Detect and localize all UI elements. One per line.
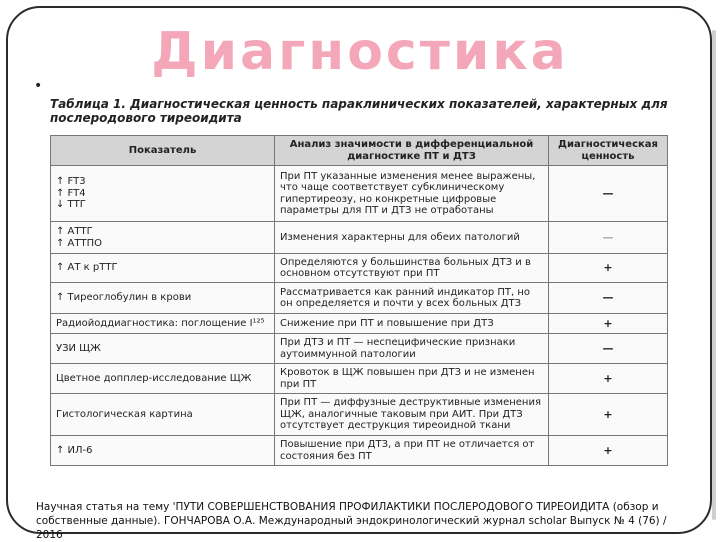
diagnostic-table: [50, 135, 668, 466]
row-value: +: [549, 436, 668, 466]
row-value: +: [549, 364, 668, 394]
table-row: [51, 436, 668, 466]
row-indicator: Цветное допплер-исследование ЩЖ: [51, 364, 275, 394]
row-indicator: [51, 166, 275, 222]
row-indicator: ↑ АТ к рТТГ: [51, 254, 275, 283]
row-analysis: Снижение при ПТ и повышение при ДТЗ: [275, 314, 549, 334]
row-analysis: Изменения характерны для обеих патологий: [275, 222, 549, 254]
row-value: —: [549, 166, 668, 222]
slide-shadow-edge: [712, 30, 716, 520]
table-row: [51, 254, 668, 283]
header-indicator: Показатель: [51, 136, 275, 166]
slide-title: Диагностика: [151, 22, 569, 82]
row-value: +: [549, 254, 668, 283]
table-row: [51, 394, 668, 436]
indicator-line: ↑ FT4: [56, 187, 86, 199]
bullet-point: •: [34, 78, 43, 94]
row-value: +: [549, 394, 668, 436]
table-row: [51, 334, 668, 364]
table-row: [51, 314, 668, 334]
row-indicator: Гистологическая картина: [51, 394, 275, 436]
row-value: +: [549, 314, 668, 334]
table-row: [51, 283, 668, 314]
source-citation: Научная статья на тему 'ПУТИ СОВЕРШЕНСТВОВАНИЯ ПРОФИЛАКТИКИ ПОСЛЕРОДОВОГО ТИРЕОИДИТА (обзор и собственные данные). ГОНЧАРОВА О.А. Международный эндокринологический журнал scholar Выпуск № 4 (76) / 2016: [36, 501, 667, 541]
table-row: [51, 364, 668, 394]
table-row: [51, 166, 668, 222]
row-analysis: Кровоток в ЩЖ повышен при ДТЗ и не изменен при ПТ: [275, 364, 549, 394]
row-analysis: Повышение при ДТЗ, а при ПТ не отличается от состояния без ПТ: [275, 436, 549, 466]
indicator-line: ↑ АТТПО: [56, 237, 103, 249]
table-caption: Таблица 1. Диагностическая ценность параклинических показателей, характерных для послеродового тиреоидита: [50, 97, 668, 125]
row-analysis: При ДТЗ и ПТ — неспецифические признаки аутоиммунной патологии: [275, 334, 549, 364]
row-indicator: ↑ ИЛ-6: [51, 436, 275, 466]
row-indicator: УЗИ ЩЖ: [51, 334, 275, 364]
row-value: —: [549, 222, 668, 254]
indicator-line: ↑ АТТГ: [56, 226, 93, 237]
row-analysis: При ПТ указанные изменения менее выражены, что чаще соответствует субклиническому гипертиреозу, но конкретные цифровые параметры для ПТ и ДТЗ не отработаны: [275, 166, 549, 222]
header-analysis: Анализ значимости в дифференциальной диагностике ПТ и ДТЗ: [275, 136, 549, 166]
row-indicator: [51, 222, 275, 254]
row-indicator: ↑ Тиреоглобулин в крови: [51, 283, 275, 314]
row-analysis: При ПТ — диффузные деструктивные изменения ЩЖ, аналогичные таковым при АИТ. При ДТЗ отсутствует деструкция тиреоидной ткани: [275, 394, 549, 436]
row-analysis: Рассматривается как ранний индикатор ПТ, но он определяется и почти у всех больных ДТЗ: [275, 283, 549, 314]
table-header-row: [51, 136, 668, 166]
table-row: [51, 222, 668, 254]
row-value: —: [549, 283, 668, 314]
header-value: Диагностическая ценность: [549, 136, 668, 166]
row-analysis: Определяются у большинства больных ДТЗ и в основном отсутствуют при ПТ: [275, 254, 549, 283]
row-indicator: Радиойоддиагностика: поглощение I¹²⁵: [51, 314, 275, 334]
indicator-line: ↑ FT3: [56, 176, 86, 188]
row-value: —: [549, 334, 668, 364]
indicator-line: ↓ ТТГ: [56, 199, 86, 211]
